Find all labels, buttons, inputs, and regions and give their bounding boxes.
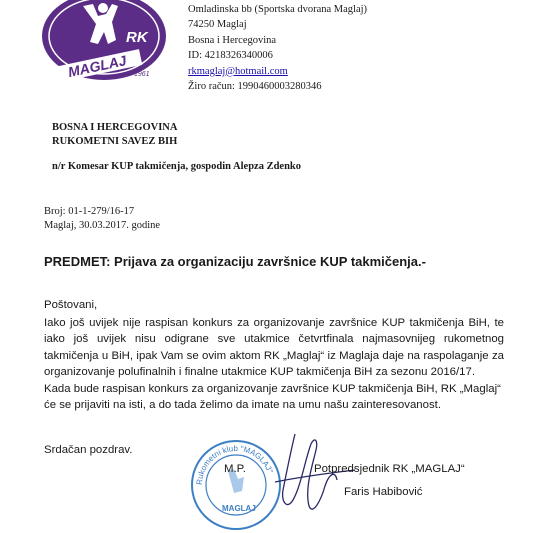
address-line-3: Bosna i Hercegovina bbox=[188, 34, 277, 46]
letter-paragraph-2: Kada bude raspisan konkurs za organizovanje završnice KUP takmičenja BiH, RK „Maglaj“ će se prijaviti na isti, a do tada želimo da imate na umu našu zainteresovanost. bbox=[44, 383, 501, 412]
recipient-line-2: RUKOMETNI SAVEZ BIH bbox=[52, 136, 178, 147]
handwritten-signature bbox=[265, 430, 365, 521]
id-line: ID: 4218326340006 bbox=[188, 50, 273, 62]
letter-closing: Srdačan pozdrav. bbox=[44, 444, 133, 456]
logo-year-text: 1961 bbox=[134, 71, 150, 78]
logo-name-text: MAGLAJ bbox=[66, 52, 128, 81]
signer-role: Potpredsjednik RK „MAGLAJ“ bbox=[314, 463, 465, 475]
stamp-inner-text: MAGLAJ bbox=[222, 504, 256, 513]
address-line-1: Omladinska bb (Sportska dvorana Maglaj) bbox=[188, 4, 368, 15]
reference-number: Broj: 01-1-279/16-17 bbox=[44, 206, 135, 217]
letter-paragraph-1: Iako još uvijek nije raspisan konkurs za organizovanje završnice KUP takmičenja BiH, te iako još uvijek nisu odigrane sve utakmice četvrtfinala najmasovnijeg rukometnog takmičenja u BiH, ipak Vam se ovim aktom RK „Maglaj“ iz Maglaja daje na raspolaganje za organizovanje polufinalnih i finalne utakmice KUP takmičenja BiH za sezonu 2016/17. bbox=[44, 317, 504, 379]
logo-rk-text: RK bbox=[126, 29, 148, 46]
mp-label: M.P. bbox=[224, 463, 246, 475]
signer-name: Faris Habibović bbox=[344, 486, 423, 498]
account-line: Žiro račun: 1990460003280346 bbox=[188, 81, 322, 93]
reference-block bbox=[44, 205, 160, 233]
reference-date: Maglaj, 30.03.2017. godine bbox=[44, 220, 161, 231]
letter-subject: PREDMET: Prijava za organizaciju završnice KUP takmičenja.- bbox=[44, 254, 426, 269]
recipient-block bbox=[52, 121, 177, 149]
address-line-2: 74250 Maglaj bbox=[188, 19, 247, 31]
club-logo bbox=[38, 0, 168, 84]
recipient-attention: n/r Komesar KUP takmičenja, gospodin Alepza Zdenko bbox=[52, 161, 302, 172]
club-contact-block bbox=[188, 2, 367, 94]
email-link[interactable]: rkmaglaj@hotmail.com bbox=[188, 65, 288, 77]
letter-greeting: Poštovani, bbox=[44, 299, 98, 311]
recipient-line-1: BOSNA I HERCEGOVINA bbox=[52, 122, 178, 133]
stamp-outer-text: Rukometni klub "MAGLAJ" bbox=[194, 443, 275, 486]
